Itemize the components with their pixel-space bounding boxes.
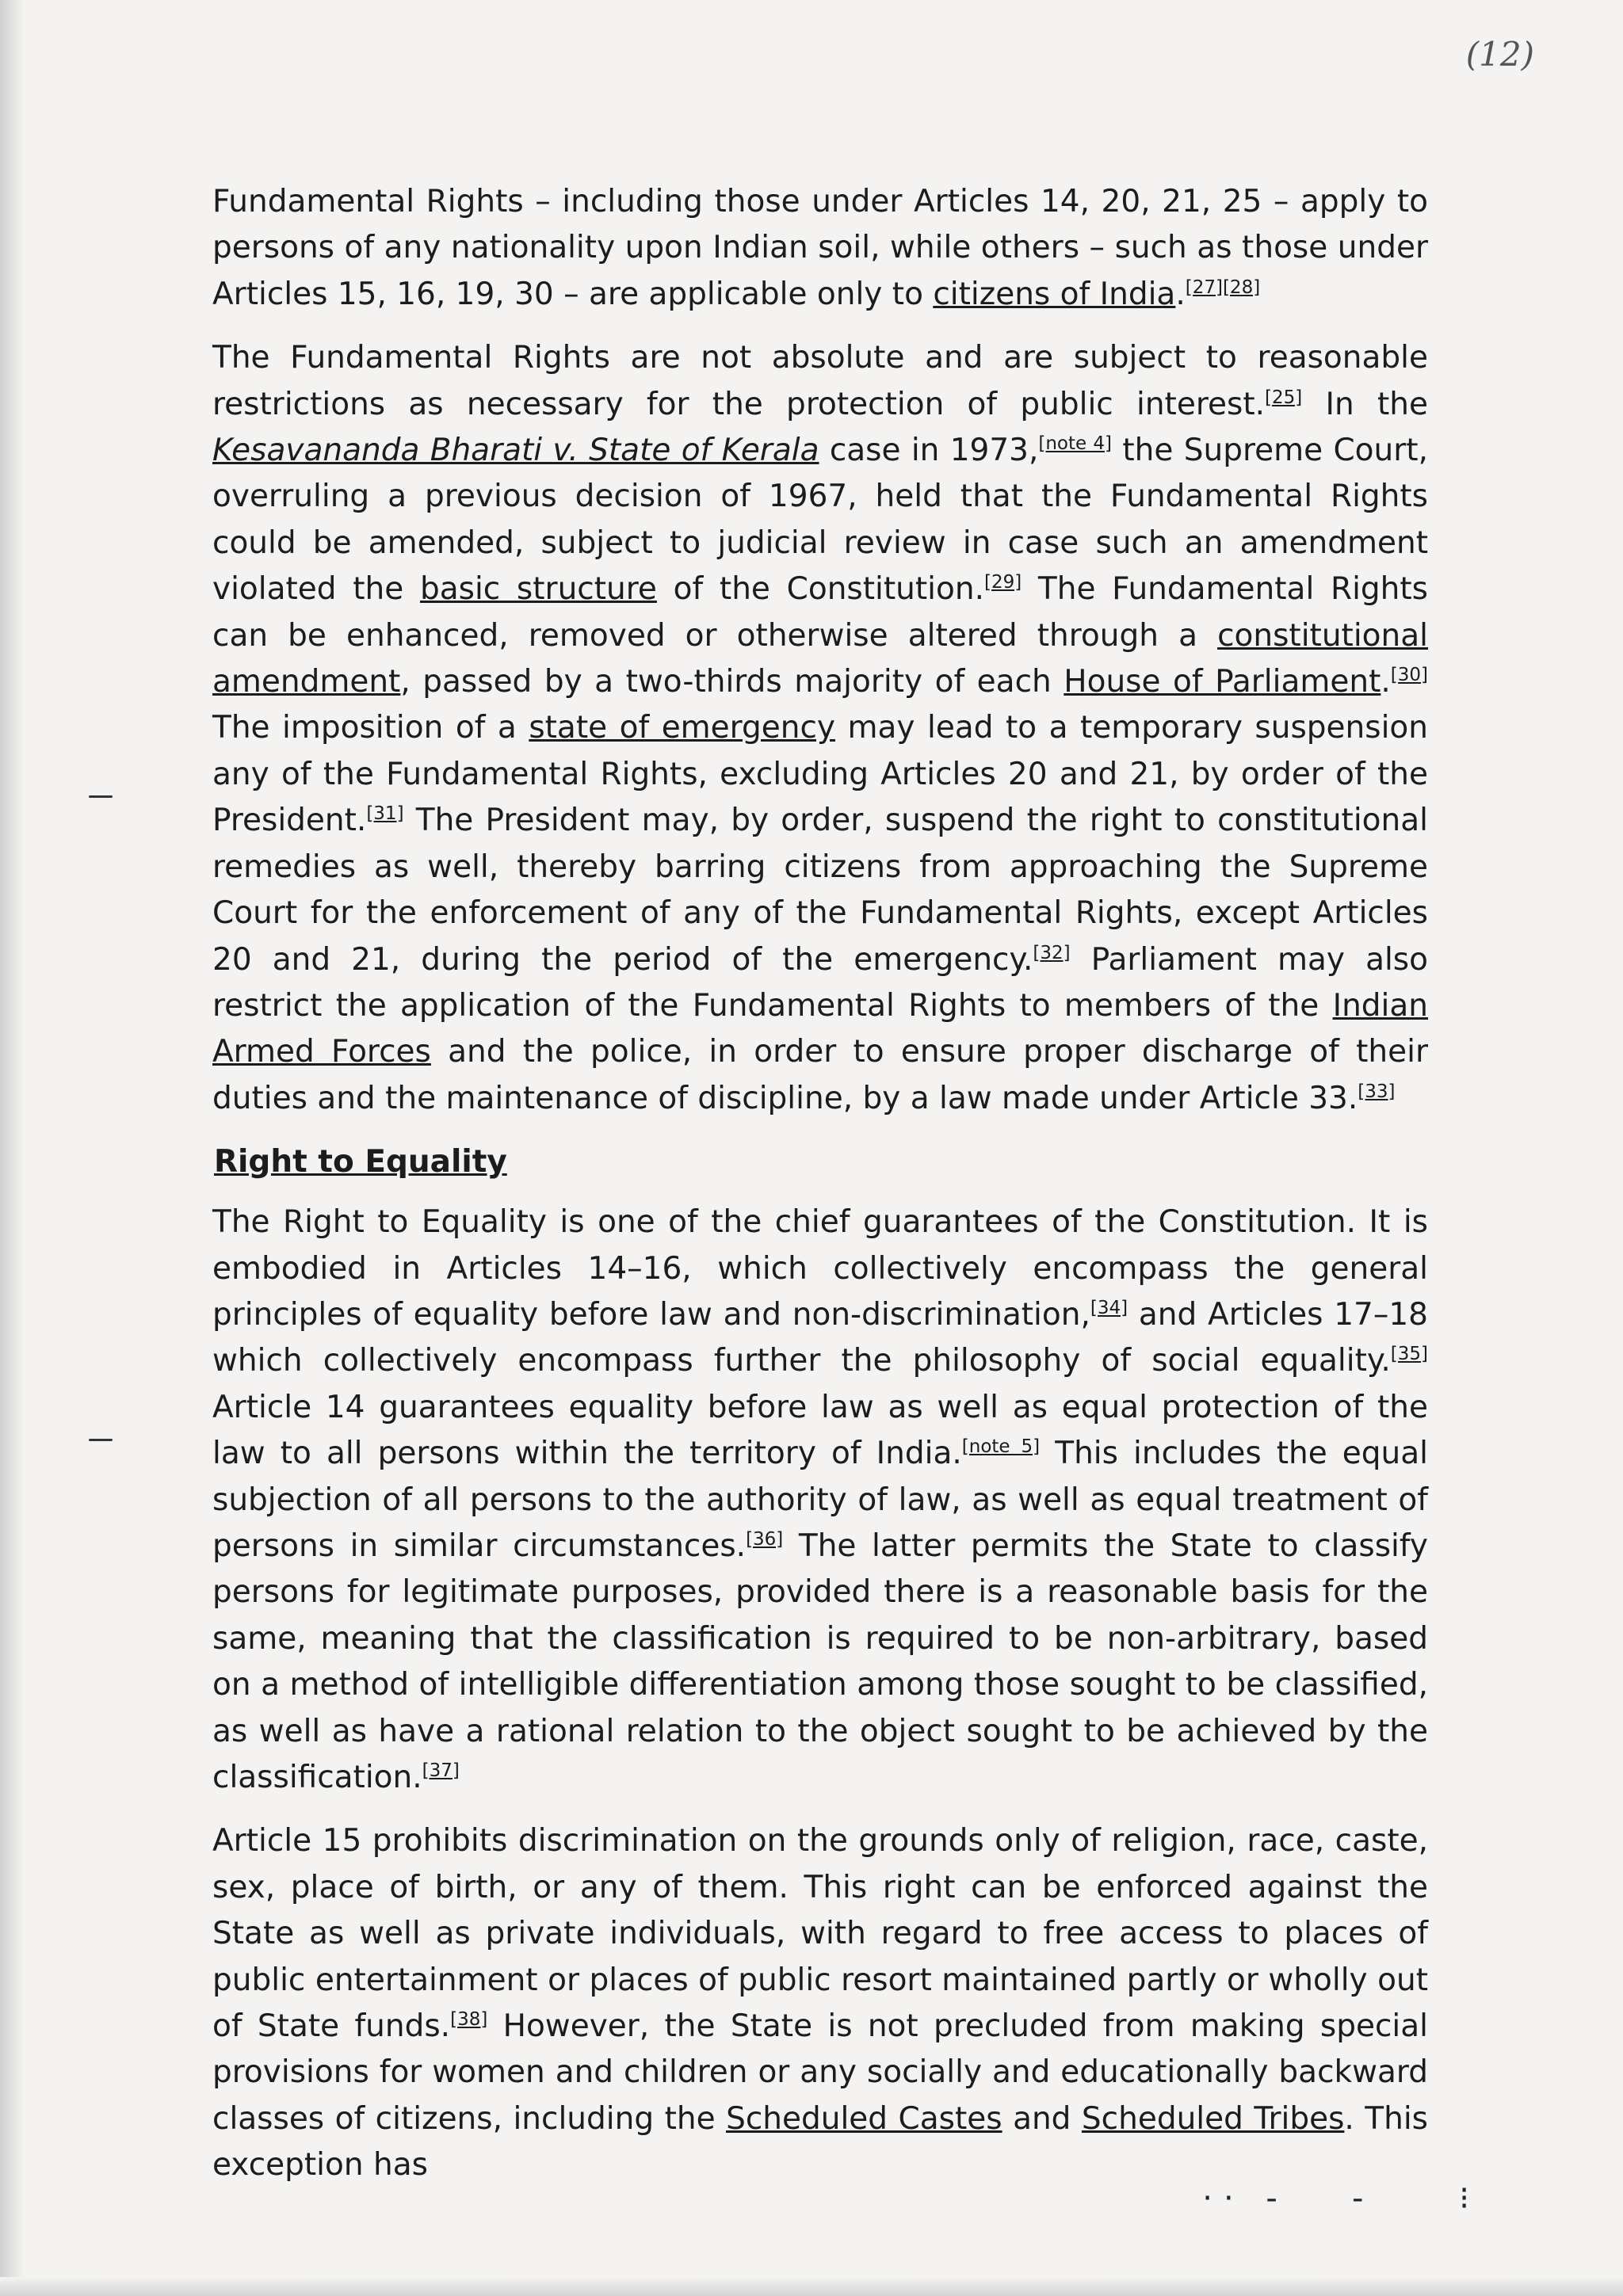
- text-run: .: [1175, 276, 1186, 312]
- text-run: case in 1973,: [819, 433, 1039, 469]
- text-run: In the: [1302, 386, 1428, 422]
- citation-link[interactable]: [31]: [366, 803, 404, 825]
- paragraph: [212, 335, 1428, 1122]
- margin-tick: [89, 795, 113, 798]
- section-heading: Right to Equality: [214, 1144, 507, 1180]
- hyperlink[interactable]: Scheduled Tribes: [1081, 2100, 1345, 2137]
- text-run: However, the State is not precluded from making special provisions for women and children or any socially and educationally backward classes of citizens, including the: [212, 2008, 1429, 2137]
- hyperlink[interactable]: basic structure: [419, 571, 657, 608]
- citation-link[interactable]: [37]: [422, 1760, 460, 1781]
- hyperlink[interactable]: House of Parliament: [1064, 664, 1381, 700]
- text-run: The Fundamental Rights are not absolute and are subject to reasonable restrictions as necessary for the protection of public interest.: [212, 340, 1428, 422]
- text-run: , passed by a two-thirds majority of each: [400, 664, 1064, 700]
- hyperlink[interactable]: constitutional amendment: [212, 617, 1428, 700]
- text-run: Article 14 guarantees equality before law as well as equal protection of the law to all persons within the territory of India.: [212, 1389, 1428, 1472]
- page-number: (12): [1465, 35, 1534, 74]
- citation-link[interactable]: [27][28]: [1185, 277, 1261, 298]
- text-run: The imposition of a: [212, 710, 529, 746]
- citation-link[interactable]: [36]: [746, 1528, 784, 1550]
- paragraph: [212, 1199, 1428, 1801]
- text-run: the Supreme Court, overruling a previous decision of 1967, held that the Fundamental Rights could be amended, subject to judicial review in case such an amendment violated the: [212, 433, 1428, 608]
- margin-tick: [89, 1439, 113, 1441]
- text-run: The Fundamental Rights can be enhanced, removed or otherwise altered through a: [212, 571, 1428, 654]
- citation-link[interactable]: [32]: [1033, 942, 1071, 963]
- text-run: The Right to Equality is one of the chief guarantees of the Constitution. It is embodied in Articles 14–16, which collectively encompass the general principles of equality before law and non-discrimination,: [212, 1204, 1428, 1333]
- page-edge-shadow: [0, 0, 24, 2296]
- text-run: Article 15 prohibits discrimination on the grounds only of religion, race, caste, sex, place of birth, or any of them. This right can be enforced against the State as well as private individuals, with regard to free access to places of public entertainment or places of public resort maintained partly or wholly out of State funds.: [212, 1823, 1428, 2045]
- page-bottom-edge: [0, 2277, 1623, 2296]
- citation-link[interactable]: [35]: [1390, 1344, 1428, 1365]
- citation-link[interactable]: [25]: [1265, 387, 1303, 408]
- citation-link[interactable]: [note 5]: [961, 1436, 1041, 1458]
- hyperlink[interactable]: Kesavananda Bharati v. State of Kerala: [212, 433, 819, 469]
- text-run: Fundamental Rights – including those under Articles 14, 20, 21, 25 – apply to persons of any nationality upon Indian soil, while others – such as those under Articles 15, 16, 19, 30 – are applicable only to: [212, 184, 1428, 312]
- hyperlink[interactable]: citizens of India: [933, 276, 1176, 312]
- text-run: . This exception has: [212, 2100, 1428, 2183]
- text-run: and the police, in order to ensure proper discharge of their duties and the maintenance of discipline, by a law made under Article 33.: [212, 1034, 1428, 1116]
- text-run: of the Constitution.: [656, 571, 984, 608]
- text-run: and: [1002, 2100, 1082, 2137]
- text-run: .: [1381, 664, 1391, 700]
- citation-link[interactable]: [38]: [450, 2009, 488, 2031]
- text-run: Parliament may also restrict the application of the Fundamental Rights to members of the: [212, 941, 1428, 1024]
- citation-link[interactable]: [33]: [1358, 1081, 1396, 1102]
- hyperlink[interactable]: Scheduled Castes: [726, 2100, 1002, 2137]
- pen-marks: ·· ‑ ‑ ⁝: [1202, 2180, 1480, 2217]
- citation-link[interactable]: [30]: [1390, 665, 1428, 686]
- text-run: This includes the equal subjection of all persons to the authority of law, as well as equal treatment of persons in similar circumstances.: [212, 1436, 1429, 1564]
- hyperlink[interactable]: state of emergency: [529, 710, 836, 746]
- text-run: and Articles 17–18 which collectively encompass further the philosophy of social equality.: [212, 1296, 1428, 1379]
- paragraph: [212, 1818, 1428, 2188]
- paragraph: [212, 179, 1428, 318]
- text-run: The latter permits the State to classify persons for legitimate purposes, provided there is a reasonable basis for the same, meaning that the classification is required to be non-arbitrary, based on a method of intelligible differentiation among those sought to be classified, as well as have a rational relation to the object sought to be achieved by the classification.: [212, 1527, 1428, 1795]
- document-body: [212, 179, 1428, 2206]
- intro-paragraphs: [212, 179, 1428, 1122]
- citation-link[interactable]: [29]: [984, 572, 1022, 593]
- hyperlink[interactable]: Indian Armed Forces: [212, 987, 1428, 1070]
- text-run: The President may, by order, suspend the right to constitutional remedies as well, thereby barring citizens from approaching the Supreme Court for the enforcement of any of the Fundamental Rights, except Articles 20 and 21, during the period of the emergency.: [212, 803, 1428, 978]
- citation-link[interactable]: [note 4]: [1038, 433, 1113, 455]
- text-run: may lead to a temporary suspension any of the Fundamental Rights, excluding Articles 20 and 21, by order of the President.: [212, 710, 1428, 839]
- citation-link[interactable]: [34]: [1090, 1297, 1128, 1318]
- section-paragraphs: [212, 1199, 1428, 2189]
